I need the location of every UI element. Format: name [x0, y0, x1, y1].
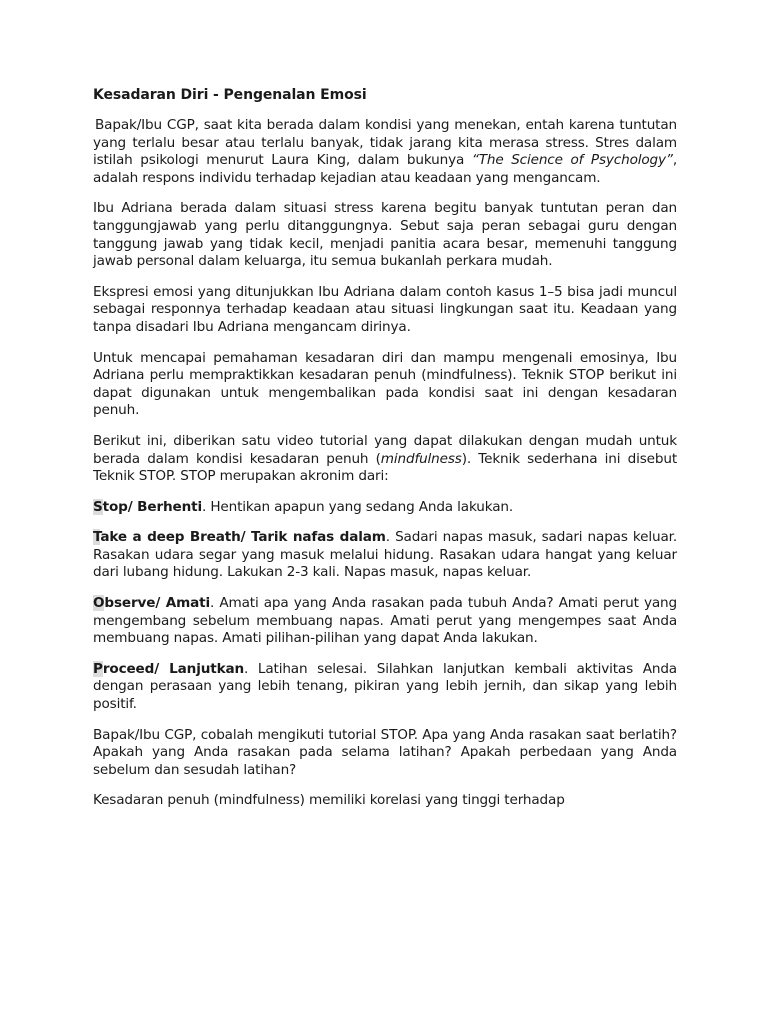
document-body — [93, 86, 677, 823]
stop-description: . Amati apa yang Anda rasakan pada tubuh Anda? Amati perut yang mengembang sebelum membuang napas. Amati perut yang mengempes saat Anda membuang napas. Amati pilihan-pilihan yang dapat Anda lakukan. — [93, 595, 677, 647]
paragraph-emphasis: mindfulness — [380, 450, 462, 467]
stop-item-stop — [93, 499, 677, 517]
document-title: Kesadaran Diri - Pengenalan Emosi — [93, 87, 367, 103]
term-english: top — [102, 498, 128, 515]
paragraph-stress-definition — [93, 117, 677, 187]
paragraph-adriana-situation: Ibu Adriana berada dalam situasi stress karena begitu banyak tuntutan peran dan tanggungjawab yang perlu ditanggungnya. Sebut saja peran sebagai guru dengan tanggung jawab yang tidak kecil, menjadi panitia acara besar, memenuhi tanggung jawab personal dalam keluarga, itu semua bukanlah perkara mudah. — [93, 200, 677, 270]
term-indonesian: / Lanjutkan — [154, 660, 245, 677]
paragraph-mindfulness-correlation: Kesadaran penuh (mindfulness) memiliki korelasi yang tinggi terhadap — [93, 792, 565, 809]
stop-item-proceed — [93, 661, 677, 714]
paragraph-text: Berikut ini, diberikan satu video tutorial yang dapat dilakukan dengan mudah untuk berada dalam kondisi kesadaran penuh ( — [93, 432, 677, 467]
paragraph-mindfulness: Untuk mencapai pemahaman kesadaran diri dan mampu mengenali emosinya, Ibu Adriana perlu mempraktikkan kesadaran penuh (mindfulness). Teknik STOP berikut ini dapat digunakan untuk mengembalikan pada kondisi saat ini dengan kesadaran penuh. — [93, 349, 677, 419]
paragraph-stop-intro — [93, 433, 677, 486]
term-indonesian: / Tarik nafas dalam — [240, 529, 386, 546]
stop-term — [93, 529, 386, 545]
paragraph-text: ). Teknik sederhana ini disebut Teknik STOP. STOP merupakan akronim dari: — [93, 450, 677, 485]
acronym-letter: O — [93, 595, 105, 612]
stop-term — [93, 661, 244, 677]
term-indonesian: / Berhenti — [127, 498, 202, 515]
stop-description: . Sadari napas masuk, sadari napas keluar. Rasakan udara segar yang masuk melalui hidung. Rasakan udara hangat yang keluar dari lubang hidung. Lakukan 2-3 kali. Napas masuk, napas keluar. — [93, 529, 677, 581]
term-english: bserve — [104, 595, 156, 612]
acronym-letter: P — [93, 660, 103, 677]
stop-item-take-breath — [93, 529, 677, 582]
book-title: “The Science of Psychology” — [471, 152, 673, 169]
term-english: ake a deep Breath — [100, 529, 241, 546]
acronym-letter: S — [93, 498, 103, 515]
term-english: roceed — [102, 660, 155, 677]
paragraph-text: , adalah respons individu terhadap kejadian atau keadaan yang mengancam. — [93, 152, 677, 186]
stop-item-observe — [93, 595, 677, 648]
paragraph-emotion-expression: Ekspresi emosi yang ditunjukkan Ibu Adriana dalam contoh kasus 1–5 bisa jadi muncul sebagai responnya terhadap keadaan atau situasi lingkungan saat itu. Keadaan yang tanpa disadari Ibu Adriana mengancam dirinya. — [93, 283, 677, 335]
paragraph-text: Bapak/Ibu CGP, saat kita berada dalam kondisi yang menekan, entah karena tuntutan yang terlalu besar atau terlalu banyak, tidak jarang kita merasa stress. Stres dalam istilah psikologi menurut Laura King, dalam bukunya — [93, 117, 677, 169]
term-indonesian: / Amati — [155, 595, 211, 612]
stop-description: . Latihan selesai. Silahkan lanjutkan kembali aktivitas Anda dengan perasaan yang lebih tenang, pikiran yang lebih jernih, dan sikap yang lebih positif. — [93, 660, 677, 713]
paragraph-reflection-questions: Bapak/Ibu CGP, cobalah mengikuti tutorial STOP. Apa yang Anda rasakan saat berlatih? Apakah yang Anda rasakan pada selama latihan? Apakah perbedaan yang Anda sebelum dan sesudah latihan? — [93, 726, 677, 778]
stop-description: . Hentikan apapun yang sedang Anda lakukan. — [201, 498, 514, 515]
stop-term — [93, 595, 210, 611]
stop-term — [93, 499, 202, 515]
acronym-letter: T — [93, 529, 101, 546]
